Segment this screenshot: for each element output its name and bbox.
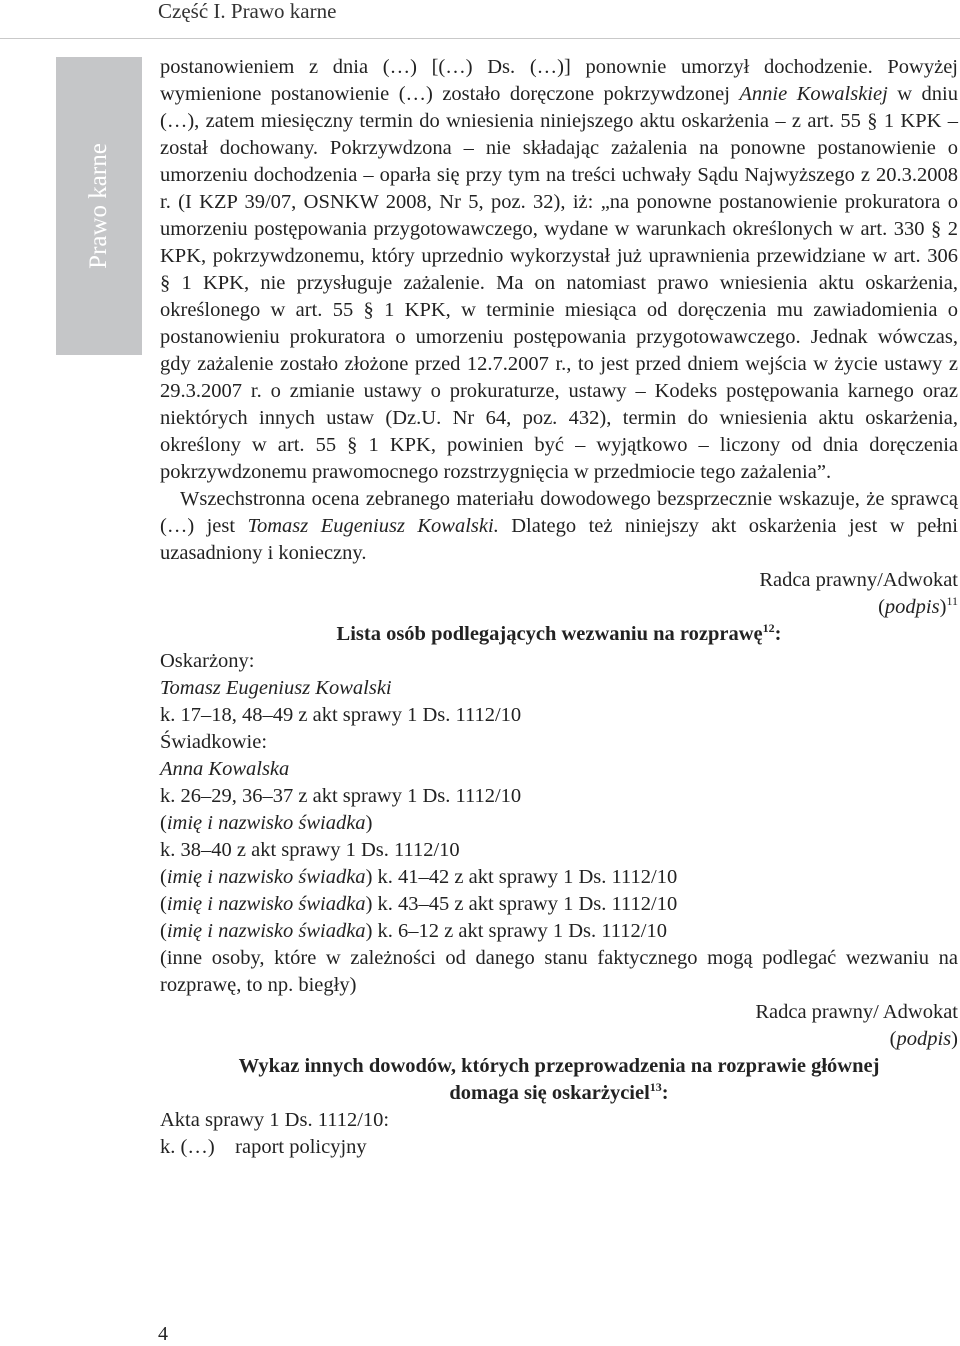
side-tab	[56, 57, 142, 355]
running-head	[0, 0, 960, 39]
swiadek-1-name-text: Anna Kowalska	[160, 758, 290, 780]
footnote-marker: 11	[946, 594, 958, 609]
document-body	[160, 54, 958, 1161]
footnote-marker: 13	[649, 1080, 662, 1095]
wykaz-title-colon: :	[661, 1082, 669, 1104]
paragraph-1-text: postanowieniem z dnia (…) [(…) Ds. (…)] ponownie umorzył dochodzenie. Powyżej wymienione postanowienie (…) zostało doręczone pokrzywdzonej	[160, 56, 958, 105]
perpetrator-name: Tomasz Eugeniusz Kowalski.	[247, 515, 499, 537]
page-number: 4	[158, 1323, 168, 1345]
lista-title-colon: :	[774, 623, 782, 645]
wykaz-title	[160, 1053, 958, 1107]
wykaz-title-line-1: Wykaz innych dowodów, których przeprowadzenia na rozprawie głównej	[238, 1055, 880, 1077]
swiadek-5-ref: k. 6–12 z akt sprawy 1 Ds. 1112/10	[372, 920, 667, 942]
swiadek-2-name: (imię i nazwisko świadka)	[160, 812, 373, 834]
paragraph-1	[160, 54, 958, 486]
signature-placeholder: podpis	[896, 1028, 952, 1050]
swiadek-4-ref: k. 43–45 z akt sprawy 1 Ds. 1112/10	[372, 893, 678, 915]
witness-placeholder: imię i nazwisko świadka	[166, 893, 366, 915]
footnote-marker: 12	[762, 621, 775, 636]
signature-1-title: Radca prawny/Adwokat	[759, 569, 958, 591]
side-tab-label: Prawo karne	[85, 143, 112, 269]
paragraph-1-text-after: w dniu (…), zatem miesięczny termin do wniesienia niniejszego aktu oskarżenia – z art. 55 § 1 KPK – został dochowany. Pokrzywdzona – nie składając zażalenia na ponowne postanowienie o umorzeniu dochodzenia – oparła się przy tym na treści uchwały Sądu Najwyższego z 20.3.2008 r. (I KZP 39/07, OSNKW 2008, Nr 5, poz. 32), iż: „na ponowne postanowienie prokuratora o umorzeniu postępowania przygotowawczego, wydane w warunkach określonych w art. 330 § 2 KPK, pokrzywdzonemu, który uprzednio wykorzystał już uprawnienia przewidziane w art. 306 § 1 KPK, nie przysługuje zażalenie. Ma on natomiast prawo wniesienia aktu oskarżenia, określonego w art. 55 § 1 KPK, w terminie miesiąca od doręczenia mu zawiadomienia o postanowieniu prokuratora o umorzeniu postępowania przygotowawczego. Jednak wówczas, gdy zażalenie zostało złożone przed 12.7.2007 r., to jest przed dniem wejścia w życie ustawy z 29.3.2007 r. o zmianie ustawy o prokuraturze, ustawy – Kodeks postępowania karnego oraz niektórych innych ustaw (Dz.U. Nr 64, poz. 432), termin do wniesienia aktu oskarżenia, określony w art. 55 § 1 KPK, powinien być – wyjątkowo – liczony od dnia doręczenia pokrzywdzonemu prawomocnego rozstrzygnięcia w przedmiocie tego zażalenia”.	[160, 83, 959, 483]
lista-title	[160, 621, 958, 648]
witness-placeholder: imię i nazwisko świadka	[166, 812, 366, 834]
wykaz-title-line-2: domaga się oskarżyciel	[449, 1082, 650, 1104]
swiadek-1-name	[160, 756, 958, 783]
paren-open: (	[889, 1028, 897, 1050]
swiadek-2-ref: k. 38–40 z akt sprawy 1 Ds. 1112/10	[160, 839, 460, 861]
running-head-title: Część I. Prawo karne	[158, 0, 337, 23]
witness-placeholder: imię i nazwisko świadka	[166, 866, 366, 888]
paragraph-2	[160, 486, 958, 567]
swiadek-1-ref: k. 26–29, 36–37 z akt sprawy 1 Ds. 1112/10	[160, 785, 522, 807]
oskarzony-ref: k. 17–18, 48–49 z akt sprawy 1 Ds. 1112/10	[160, 704, 522, 726]
oskarzony-label: Oskarżony:	[160, 650, 255, 672]
lista-title-text: Lista osób podlegających wezwaniu na rozprawę	[336, 623, 763, 645]
swiadek-4: (imię i nazwisko świadka) k. 43–45 z akt sprawy 1 Ds. 1112/10	[160, 893, 678, 915]
signature-2-title: Radca prawny/ Adwokat	[755, 1001, 958, 1023]
witness-placeholder: imię i nazwisko świadka	[166, 920, 366, 942]
signature-1	[160, 594, 958, 621]
swiadek-3-ref: k. 41–42 z akt sprawy 1 Ds. 1112/10	[372, 866, 678, 888]
swiadek-3: (imię i nazwisko świadka) k. 41–42 z akt sprawy 1 Ds. 1112/10	[160, 866, 678, 888]
paren-open: (	[878, 596, 885, 618]
oskarzony-name-text: Tomasz Eugeniusz Kowalski	[160, 677, 392, 699]
paragraph-2-text-after: Dlatego też niniejszy akt oskarżenia jest w pełni uzasadniony i konieczny.	[160, 515, 958, 564]
oskarzony-name	[160, 675, 958, 702]
paragraph-2-text: Wszechstronna ocena zebranego materiału dowodowego bezsprzecznie wskazuje, że sprawcą (…) jest	[160, 488, 958, 537]
swiadkowie-label: Świadkowie:	[160, 731, 268, 753]
wykaz-item-1: k. (…) raport policyjny	[160, 1136, 367, 1158]
swiadek-5: (imię i nazwisko świadka) k. 6–12 z akt sprawy 1 Ds. 1112/10	[160, 920, 667, 942]
paren-close: )	[939, 596, 947, 618]
signature-placeholder: podpis	[884, 596, 940, 618]
paren-close: )	[951, 1028, 958, 1050]
victim-name: Annie Kowalskiej	[739, 83, 888, 105]
lista-note: (inne osoby, które w zależności od danego stanu faktycznego mogą podlegać wezwaniu na rozprawę, to np. biegły)	[160, 947, 958, 996]
wykaz-akta: Akta sprawy 1 Ds. 1112/10:	[160, 1109, 390, 1131]
signature-2	[160, 1026, 958, 1053]
